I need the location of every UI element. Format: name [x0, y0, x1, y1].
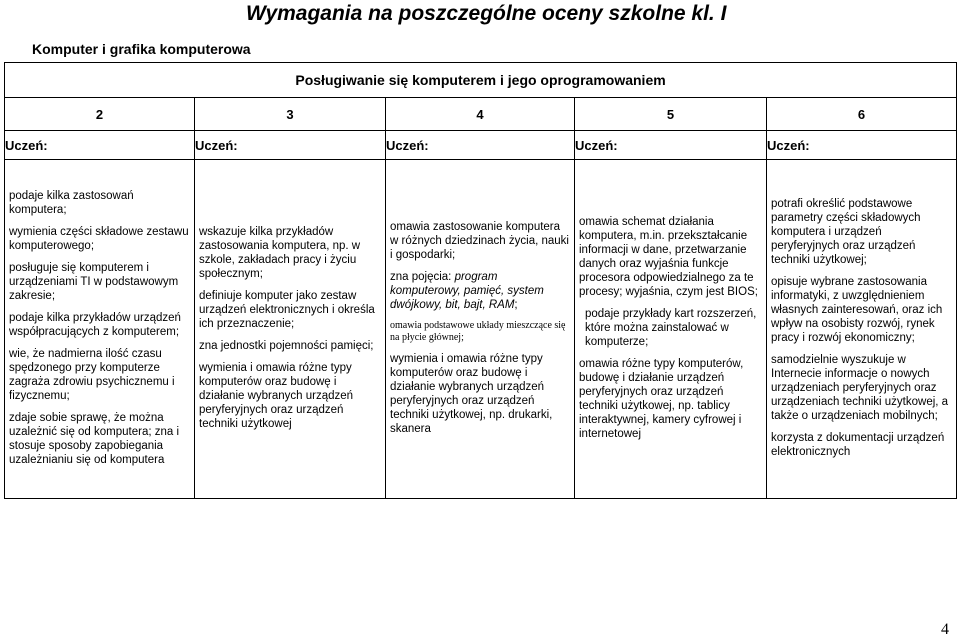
requirement-item [390, 270, 570, 312]
requirement-item: wskazuje kilka przykładów zastosowania komputera, np. w szkole, zakładach pracy i życiu społecznym; [199, 225, 361, 280]
requirement-item: wymienia części składowe zestawu komputerowego; [9, 225, 189, 252]
requirements-grade-5 [575, 160, 767, 499]
requirement-item: potrafi określić podstawowe parametry części składowych komputera i urządzeń peryferyjnych oraz urządzeń techniki użytkowej; [771, 197, 921, 266]
terms-end: ; [514, 298, 518, 311]
student-label: Uczeń: [386, 131, 575, 160]
requirement-item: zdaje sobie sprawę, że można uzależnić się od komputera; zna i stosuje sposoby zapobiegania uzależnianiu się od komputera [9, 411, 180, 466]
requirement-item: wymienia i omawia różne typy komputerów oraz budowę i działanie wybranych urządzeń peryferyjnych oraz urządzeń techniki użytkowej, np. drukarki, skanera [390, 352, 553, 435]
requirement-item: podaje przykłady kart rozszerzeń, które można zainstalować w komputerze; [585, 307, 757, 348]
requirement-item: korzysta z dokumentacji urządzeń elektronicznych [771, 431, 945, 458]
document-title: Wymagania na poszczególne oceny szkolne kl. I [246, 2, 727, 25]
requirement-item: zna jednostki pojemności pamięci; [199, 339, 374, 352]
student-label: Uczeń: [767, 131, 957, 160]
requirement-item: samodzielnie wyszukuje w Internecie informacje o nowych urządzeniach peryferyjnych oraz urządzeniach techniki użytkowej, a także o urządzeniach mobilnych; [771, 353, 949, 422]
requirement-item: definiuje komputer jako zestaw urządzeń elektronicznych i określa ich przeznaczenie; [199, 289, 375, 330]
student-label: Uczeń: [575, 131, 767, 160]
requirement-item: podaje kilka przykładów urządzeń współpracujących z komputerem; [9, 311, 181, 338]
requirements-grade-4 [386, 160, 575, 499]
requirements-table [4, 62, 957, 499]
requirement-item: posługuje się komputerem i urządzeniami TI w podstawowym zakresie; [9, 261, 179, 302]
terms-list: program komputerowy, pamięć, system dwójkowy, bit, bajt, RAM [390, 270, 544, 311]
grade-4: 4 [386, 98, 575, 131]
requirement-item: omawia schemat działania komputera, m.in. przekształcanie informacji w dane, przetwarzanie danych oraz wyjaśnia funkcje procesora odpowiedzialnego za te procesy; wyjaśnia, czym jest BIOS; [579, 215, 758, 298]
grade-2: 2 [5, 98, 195, 131]
requirements-grade-2 [5, 160, 195, 499]
page-number: 4 [941, 621, 949, 638]
grade-6: 6 [767, 98, 957, 131]
section-title: Komputer i grafika komputerowa [32, 41, 251, 57]
requirement-item: omawia różne typy komputerów, budowę i działanie urządzeń peryferyjnych oraz urządzeń techniki użytkowej, np. tablicy interaktywnej, kamery cyfrowej i internetowej [579, 357, 744, 440]
topic-row [5, 63, 957, 98]
student-label: Uczeń: [5, 131, 195, 160]
requirement-item: wymienia i omawia różne typy komputerów oraz budowę i działanie wybranych urządzeń peryferyjnych oraz urządzeń techniki użytkowej [199, 361, 354, 430]
requirement-item: omawia zastosowanie komputera w różnych dziedzinach życia, nauki i gospodarki; [390, 220, 569, 261]
requirements-grade-3 [195, 160, 386, 499]
requirement-item: wie, że nadmierna ilość czasu spędzonego przy komputerze zagraża zdrowiu psychicznemu i fizycznemu; [9, 347, 175, 402]
student-label-row [5, 131, 957, 160]
requirement-item: podaje kilka zastosowań komputera; [9, 189, 134, 216]
requirements-grade-6 [767, 160, 957, 499]
student-label: Uczeń: [195, 131, 386, 160]
requirement-item: opisuje wybrane zastosowania informatyki, z uwzględnieniem własnych zainteresowań, oraz ich wpływ na osobisty rozwój, rynek pracy i rozwój ekonomiczny; [771, 275, 943, 344]
grade-5: 5 [575, 98, 767, 131]
grades-row [5, 98, 957, 131]
requirement-item: omawia podstawowe układy mieszczące się na płycie głównej; [390, 319, 566, 343]
topic-heading: Posługiwanie się komputerem i jego oprogramowaniem [5, 63, 957, 98]
grade-3: 3 [195, 98, 386, 131]
requirements-row [5, 160, 957, 499]
terms-lead: zna pojęcia: [390, 270, 455, 283]
